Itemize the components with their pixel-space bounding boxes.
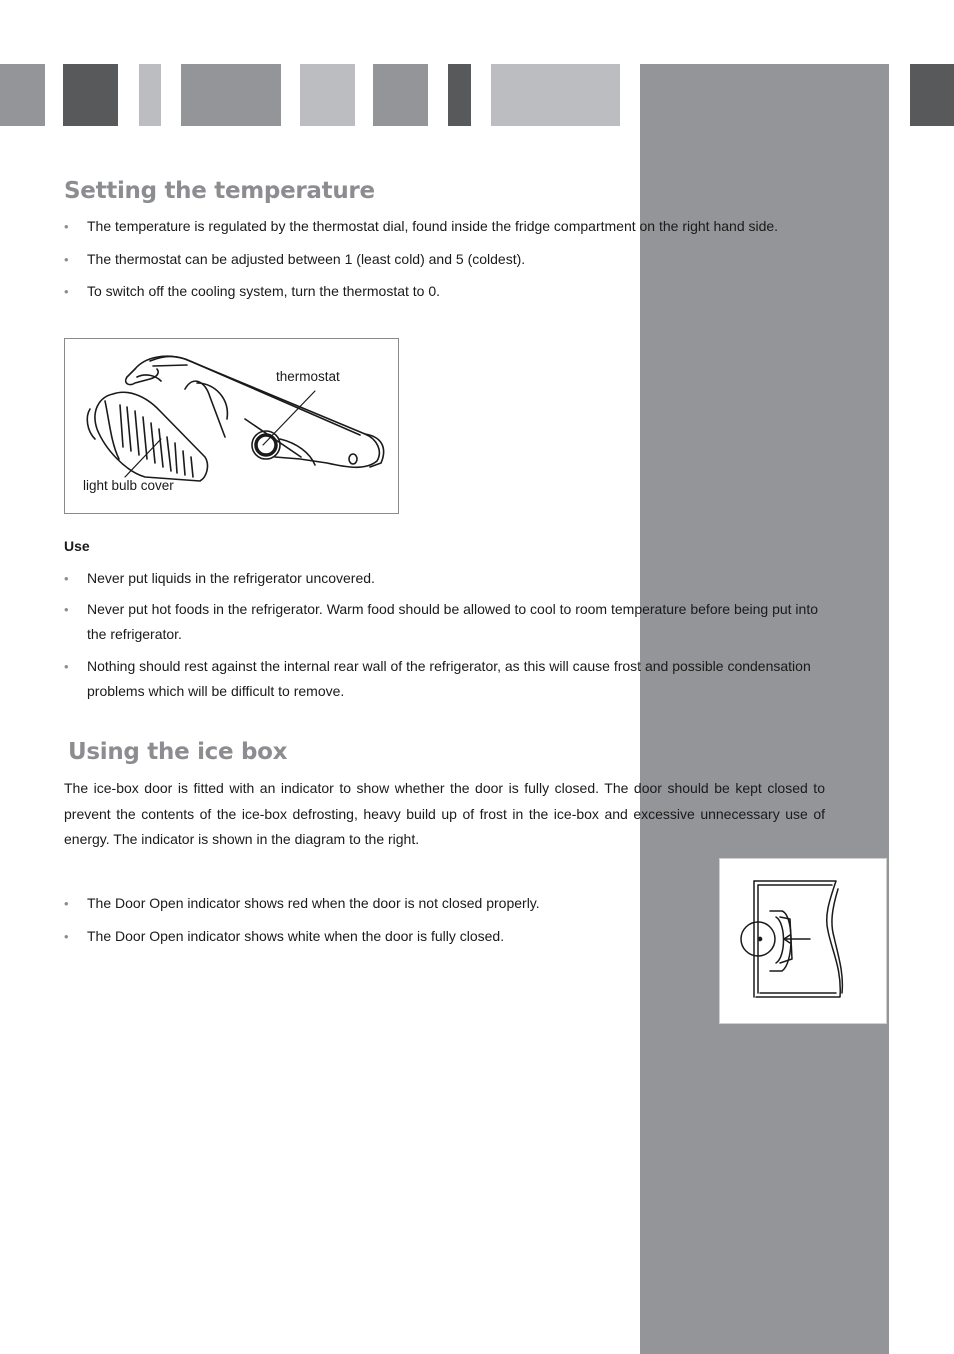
list-item: • The temperature is regulated by the thermostat dial, found inside the fridge compartment on the right hand side. bbox=[64, 214, 834, 240]
list-item: • Never put hot foods in the refrigerator. Warm food should be allowed to cool to room temperature before being put into the refrigerator. bbox=[64, 597, 834, 648]
use-heading: Use bbox=[64, 538, 90, 554]
light-bulb-cover-label: light bulb cover bbox=[83, 478, 174, 493]
door-indicator-illustration bbox=[720, 859, 886, 1023]
list-item: • To switch off the cooling system, turn the thermostat to 0. bbox=[64, 279, 834, 305]
temperature-bullet-list bbox=[64, 214, 834, 305]
section-heading-temperature: Setting the temperature bbox=[64, 178, 375, 204]
use-bullet-list bbox=[64, 566, 834, 705]
ice-box-bullet-list bbox=[64, 891, 624, 949]
list-item: • Nothing should rest against the internal rear wall of the refrigerator, as this will cause frost and possible condensation problems which will be difficult to remove. bbox=[64, 654, 834, 705]
list-item: • Never put liquids in the refrigerator uncovered. bbox=[64, 566, 834, 592]
list-item: • The Door Open indicator shows white when the door is fully closed. bbox=[64, 924, 624, 950]
list-item: • The thermostat can be adjusted between 1 (least cold) and 5 (coldest). bbox=[64, 247, 834, 273]
list-item: • The Door Open indicator shows red when the door is not closed properly. bbox=[64, 891, 624, 917]
thermostat-label: thermostat bbox=[276, 369, 340, 384]
door-indicator-figure bbox=[719, 858, 887, 1024]
thermostat-figure bbox=[64, 338, 399, 514]
section-heading-ice-box: Using the ice box bbox=[68, 739, 288, 765]
ice-box-paragraph: The ice-box door is fitted with an indicator to show whether the door is fully closed. The door should be kept closed to prevent the contents of the ice-box defrosting, heavy build up of frost in the ice-box and excessive unnecessary use of energy. The indicator is shown in the diagram to the right. bbox=[64, 780, 825, 847]
